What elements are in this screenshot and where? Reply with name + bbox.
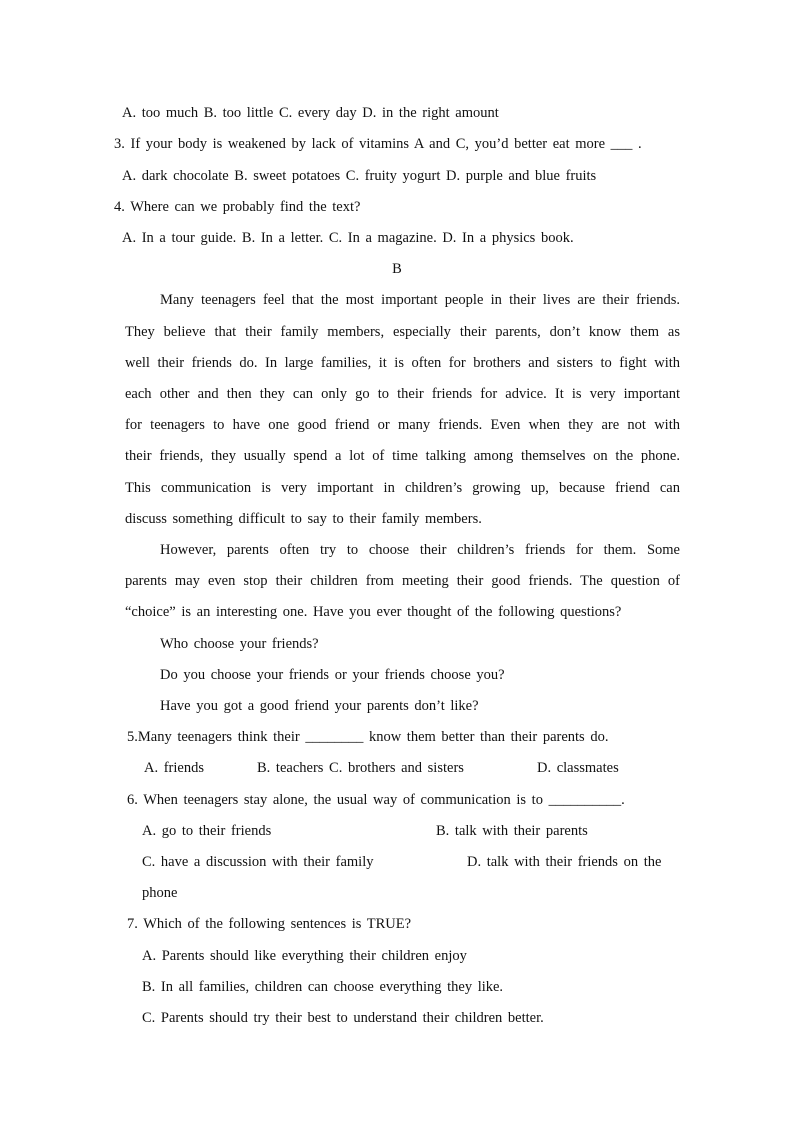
passage-question: Do you choose your friends or your friends choose you? — [160, 667, 505, 683]
passage-line: parents may even stop their children from meeting their good friends. The question of — [125, 573, 680, 589]
q5-option-d: D. classmates — [537, 760, 619, 776]
q3-options: A. dark chocolate B. sweet potatoes C. fruity yogurt D. purple and blue fruits — [122, 168, 597, 184]
q4-options: A. In a tour guide. B. In a letter. C. In a magazine. D. In a physics book. — [122, 230, 574, 246]
q6-option-a: A. go to their friends — [142, 823, 272, 839]
passage-line: Many teenagers feel that the most important people in their lives are their friends. — [160, 292, 680, 308]
passage-line: discuss something difficult to say to their family members. — [125, 511, 482, 527]
passage-line: their friends, they usually spend a lot of time talking among themselves on the phone. — [125, 448, 680, 464]
q6-option-b: B. talk with their parents — [436, 823, 588, 839]
passage-line: “choice” is an interesting one. Have you ever thought of the following questions? — [125, 604, 622, 620]
passage-line: well their friends do. In large families, it is often for brothers and sisters to fight with — [125, 355, 680, 371]
q6-option-d-cont: phone — [142, 885, 178, 901]
passage-line: They believe that their family members, especially their parents, don’t know them as — [125, 324, 680, 340]
passage-line: However, parents often try to choose their children’s friends for them. Some — [160, 542, 680, 558]
q6-stem: 6. When teenagers stay alone, the usual way of communication is to __________. — [127, 792, 625, 808]
q2-options: A. too much B. too little C. every day D. in the right amount — [122, 105, 499, 121]
q7-option-c: C. Parents should try their best to understand their children better. — [142, 1010, 544, 1026]
q6-option-c: C. have a discussion with their family — [142, 854, 374, 870]
q5-option-bc: B. teachers C. brothers and sisters — [257, 760, 464, 776]
q7-stem: 7. Which of the following sentences is TRUE? — [127, 916, 412, 932]
passage-question: Who choose your friends? — [160, 636, 319, 652]
section-b-title: B — [392, 261, 402, 277]
passage-line: each other and then they can only go to their friends for advice. It is very important — [125, 386, 680, 402]
q7-option-a: A. Parents should like everything their children enjoy — [142, 948, 467, 964]
passage-line: for teenagers to have one good friend or many friends. Even when they are not with — [125, 417, 680, 433]
q5-option-a: A. friends — [144, 760, 204, 776]
q7-option-b: B. In all families, children can choose everything they like. — [142, 979, 504, 995]
passage-question: Have you got a good friend your parents don’t like? — [160, 698, 479, 714]
q4-stem: 4. Where can we probably find the text? — [114, 199, 361, 215]
q3-stem: 3. If your body is weakened by lack of vitamins A and C, you’d better eat more ___ . — [114, 136, 642, 152]
q5-stem: 5.Many teenagers think their ________ know them better than their parents do. — [127, 729, 609, 745]
q6-option-d: D. talk with their friends on the — [467, 854, 662, 870]
passage-line: This communication is very important in children’s growing up, because friend can — [125, 480, 680, 496]
